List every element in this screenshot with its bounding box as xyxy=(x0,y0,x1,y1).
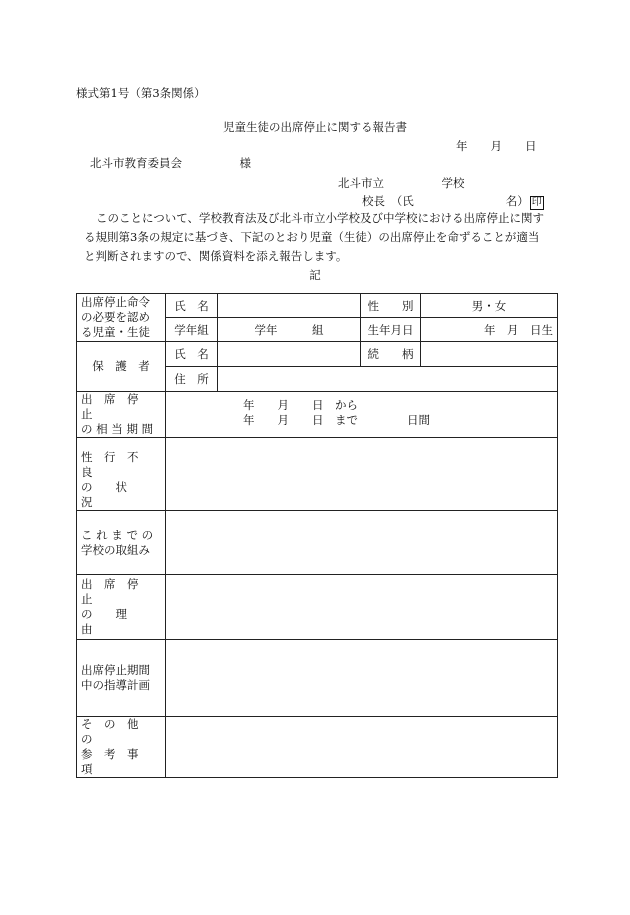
relation-label: 続 柄 xyxy=(361,342,421,367)
table-row xyxy=(77,342,558,367)
form-number: 様式第1号（第3条関係） xyxy=(76,86,206,100)
address-field[interactable] xyxy=(218,367,558,392)
period-days: 日間 xyxy=(407,413,430,427)
grade-label: 学年組 xyxy=(166,318,218,342)
principal-name-field: 校長 （氏 名） xyxy=(362,194,529,208)
other-field[interactable] xyxy=(166,717,558,778)
grade-value[interactable]: 学年 組 xyxy=(218,318,361,342)
reason-header: 出 席 停 止 の 理 由 xyxy=(77,575,166,640)
period-field[interactable] xyxy=(166,392,558,438)
efforts-header: こ れ ま で の 学校の取組み xyxy=(77,511,166,575)
table-row xyxy=(77,294,558,318)
other-header: そ の 他 の 参 考 事 項 xyxy=(77,717,166,778)
addressee: 北斗市教育委員会 様 xyxy=(90,156,251,170)
period-header: 出 席 停 止 の 相 当 期 間 xyxy=(77,392,166,438)
efforts-field[interactable] xyxy=(166,511,558,575)
report-table xyxy=(76,293,558,778)
guardian-name-label: 氏 名 xyxy=(166,342,218,367)
student-name-field[interactable] xyxy=(218,294,361,318)
student-header: 出席停止命令 の必要を認め る児童・生徒 xyxy=(77,294,166,342)
guardian-header: 保 護 者 xyxy=(77,342,166,392)
plan-field[interactable] xyxy=(166,640,558,717)
conduct-field[interactable] xyxy=(166,438,558,511)
ki-heading: 記 xyxy=(309,268,321,282)
sex-value[interactable]: 男・女 xyxy=(421,294,558,318)
birth-label: 生年月日 xyxy=(361,318,421,342)
table-row xyxy=(77,438,558,511)
table-row xyxy=(77,575,558,640)
table-row xyxy=(77,640,558,717)
reason-field[interactable] xyxy=(166,575,558,640)
school-line: 北斗市立 学校 xyxy=(338,176,465,190)
document-title: 児童生徒の出席停止に関する報告書 xyxy=(223,120,407,134)
address-label: 住 所 xyxy=(166,367,218,392)
table-row xyxy=(77,717,558,778)
guardian-name-field[interactable] xyxy=(218,342,361,367)
period-from: 年 月 日 から xyxy=(243,398,358,412)
name-label: 氏 名 xyxy=(166,294,218,318)
relation-field[interactable] xyxy=(421,342,558,367)
conduct-header: 性 行 不 良 の 状 況 xyxy=(77,438,166,511)
birth-value[interactable]: 年 月 日生 xyxy=(421,318,558,342)
sex-label: 性 別 xyxy=(361,294,421,318)
plan-header: 出席停止期間 中の指導計画 xyxy=(77,640,166,717)
principal-line xyxy=(362,194,544,210)
table-row xyxy=(77,392,558,438)
date-line: 年 月 日 xyxy=(456,139,537,153)
seal-mark: 印 xyxy=(531,197,542,208)
body-paragraph: このことについて、学校教育法及び北斗市立小学校及び中学校における出席停止に関する規則第3条の規定に基づき、下記のとおり児童（生徒）の出席停止を命ずることが適当と判断されますので、関係資料を添え報告します。 xyxy=(84,211,545,263)
table-row xyxy=(77,511,558,575)
period-to: 年 月 日 まで xyxy=(243,413,358,427)
